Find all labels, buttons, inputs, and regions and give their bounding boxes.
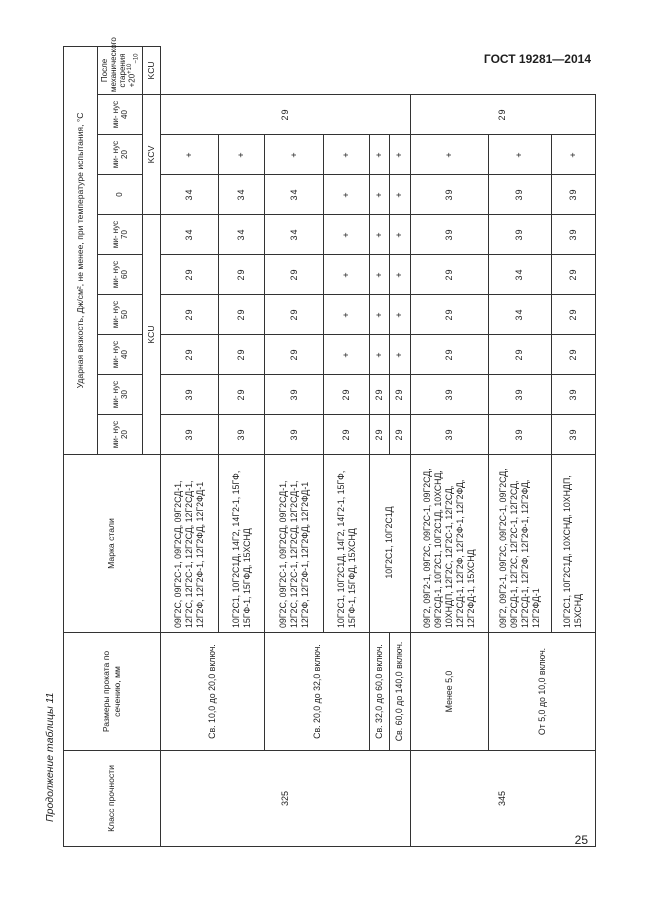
value-cell: + bbox=[323, 335, 369, 375]
value-cell: 39 bbox=[551, 415, 595, 455]
aging-cell: 29 bbox=[160, 95, 410, 135]
value-cell: + bbox=[370, 135, 390, 175]
steel-cell: 10Г2С1, 10Г2С1Д, 14Г2, 14Г2-1, 15ГФ, 15ГФ-1, 15ГФД, 15ХСНД bbox=[323, 455, 369, 633]
value-cell: + bbox=[390, 175, 410, 215]
value-cell: 34 bbox=[265, 215, 323, 255]
value-cell: 39 bbox=[489, 215, 551, 255]
value-cell: 39 bbox=[410, 375, 489, 415]
value-cell: + bbox=[323, 295, 369, 335]
value-cell: 29 bbox=[219, 335, 265, 375]
value-cell: + bbox=[390, 295, 410, 335]
value-cell: + bbox=[390, 255, 410, 295]
value-cell: 39 bbox=[551, 215, 595, 255]
header-after-aging: После механического старения $+20^{+10}_{-10}$ bbox=[98, 46, 142, 94]
steel-cell: 09Г2, 09Г2-1, 09Г2С, 09Г2С-1, 09Г2СД, 09Г2СД-1, 10Г2С1, 10Г2С1Д, 10ХСНД, 10ХНДП, 12Г2С, 12Г2С-1, 12Г2СД, 12Г2СД-1, 12Г2Ф, 12Г2Ф-1, 12Г2ФД, 12Г2ФД-1, 15ХСНД bbox=[410, 455, 489, 633]
value-cell: 29 bbox=[410, 255, 489, 295]
value-cell: 34 bbox=[489, 295, 551, 335]
header-temp-m50: ми- нус 50 bbox=[98, 295, 142, 335]
value-cell: 29 bbox=[551, 255, 595, 295]
value-cell: 39 bbox=[265, 375, 323, 415]
table-row bbox=[160, 46, 218, 846]
value-cell: + bbox=[390, 135, 410, 175]
header-size: Размеры проката по сечению, мм bbox=[64, 633, 161, 751]
value-cell: 39 bbox=[410, 415, 489, 455]
table-row bbox=[489, 46, 551, 846]
value-cell: 29 bbox=[323, 375, 369, 415]
size-cell: Св. 10,0 до 20,0 включ. bbox=[160, 633, 265, 751]
header-temp-zero: 0 bbox=[98, 175, 142, 215]
value-cell: 34 bbox=[265, 175, 323, 215]
header-kcu: KCU bbox=[142, 215, 160, 455]
aging-cell: 29 bbox=[410, 95, 595, 135]
header-kcv: KCV bbox=[142, 95, 160, 215]
value-cell: 29 bbox=[219, 295, 265, 335]
header-temp-v-m40: ми- нус 40 bbox=[98, 95, 142, 135]
value-cell: 29 bbox=[160, 255, 218, 295]
value-cell: + bbox=[370, 335, 390, 375]
value-cell: 39 bbox=[410, 175, 489, 215]
table-row bbox=[265, 46, 323, 846]
header-class: Класс прочности bbox=[64, 751, 161, 847]
class-cell: 325 bbox=[160, 751, 410, 847]
header-temp-v-m20: ми- нус 20 bbox=[98, 135, 142, 175]
size-cell: Св. 32,0 до 60,0 включ. bbox=[370, 633, 390, 751]
steel-cell: 09Г2С, 09Г2С-1, 09Г2СД, 09Г2СД-1, 12Г2С, 12Г2С-1, 12Г2СД, 12Г2СД-1, 12Г2Ф, 12Г2Ф-1, 12Г2ФД, 12Г2ФД-1 bbox=[265, 455, 323, 633]
value-cell: 29 bbox=[370, 375, 390, 415]
value-cell: 39 bbox=[489, 175, 551, 215]
value-cell: + bbox=[410, 135, 489, 175]
page-number: 25 bbox=[574, 833, 588, 847]
header-temp-m70: ми- нус 70 bbox=[98, 215, 142, 255]
header-after-kcu: KCU bbox=[142, 46, 160, 94]
value-cell: 29 bbox=[323, 415, 369, 455]
size-cell: Св. 20,0 до 32,0 включ. bbox=[265, 633, 370, 751]
value-cell: 29 bbox=[390, 415, 410, 455]
value-cell: 39 bbox=[410, 215, 489, 255]
header-temp-m20: ми- нус 20 bbox=[98, 415, 142, 455]
value-cell: 39 bbox=[265, 415, 323, 455]
value-cell: 39 bbox=[219, 415, 265, 455]
header-steel: Марка стали bbox=[64, 455, 161, 633]
value-cell: 29 bbox=[551, 295, 595, 335]
value-cell: 29 bbox=[219, 255, 265, 295]
value-cell: 29 bbox=[410, 295, 489, 335]
value-cell: 29 bbox=[160, 295, 218, 335]
value-cell: 34 bbox=[160, 175, 218, 215]
value-cell: 34 bbox=[489, 255, 551, 295]
value-cell: 29 bbox=[489, 335, 551, 375]
value-cell: + bbox=[323, 255, 369, 295]
table-row bbox=[410, 46, 489, 846]
value-cell: + bbox=[323, 135, 369, 175]
value-cell: 39 bbox=[551, 175, 595, 215]
value-cell: + bbox=[265, 135, 323, 175]
steel-cell: 10Г2С1, 10Г2С1Д, 14Г2, 14Г2-1, 15ГФ, 15ГФ-1, 15ГФД, 15ХСНД bbox=[219, 455, 265, 633]
value-cell: 39 bbox=[551, 375, 595, 415]
value-cell: 29 bbox=[370, 415, 390, 455]
value-cell: + bbox=[219, 135, 265, 175]
value-cell: 34 bbox=[219, 175, 265, 215]
value-cell: 29 bbox=[410, 335, 489, 375]
value-cell: 29 bbox=[551, 335, 595, 375]
value-cell: 39 bbox=[489, 375, 551, 415]
table-caption: Продолжение таблицы 11 bbox=[44, 692, 56, 822]
value-cell: + bbox=[370, 255, 390, 295]
value-cell: 39 bbox=[489, 415, 551, 455]
header-impact: Ударная вязкость, Дж/см², не менее, при температуре испытания, °С bbox=[64, 46, 98, 454]
steel-cell: 09Г2С, 09Г2С-1, 09Г2СД, 09Г2СД-1, 12Г2С, 12Г2С-1, 12Г2СД, 12Г2СД-1, 12Г2Ф, 12Г2Ф-1, 12Г2ФД, 12Г2ФД-1 bbox=[160, 455, 218, 633]
value-cell: + bbox=[489, 135, 551, 175]
value-cell: 39 bbox=[160, 375, 218, 415]
size-cell: Св. 60,0 до 140,0 включ. bbox=[390, 633, 410, 751]
value-cell: + bbox=[551, 135, 595, 175]
steel-cell: 09Г2, 09Г2-1, 09Г2С, 09Г2С-1, 09Г2СД, 09Г2СД-1, 12Г2С, 12Г2С-1, 12Г2СД, 12Г2СД-1, 12Г2Ф, 12Г2Ф-1, 12Г2ФД, 12Г2ФД-1 bbox=[489, 455, 551, 633]
value-cell: 29 bbox=[265, 335, 323, 375]
impact-toughness-table bbox=[63, 37, 596, 847]
size-cell: От 5,0 до 10,0 включ. bbox=[489, 633, 596, 751]
value-cell: 29 bbox=[219, 375, 265, 415]
value-cell: + bbox=[370, 175, 390, 215]
value-cell: 34 bbox=[219, 215, 265, 255]
steel-cell: 10Г2С1, 10Г2С1Д, 10ХСНД, 10ХНДП, 15ХСНД bbox=[551, 455, 595, 633]
table-row bbox=[390, 46, 410, 846]
value-cell: 29 bbox=[265, 255, 323, 295]
value-cell: + bbox=[390, 335, 410, 375]
value-cell: + bbox=[370, 215, 390, 255]
header-temp-m30: ми- нус 30 bbox=[98, 375, 142, 415]
value-cell: + bbox=[390, 215, 410, 255]
class-cell: 345 bbox=[410, 751, 595, 847]
value-cell: + bbox=[160, 135, 218, 175]
value-cell: + bbox=[370, 295, 390, 335]
steel-cell: 10Г2С1, 10Г2С1Д bbox=[370, 455, 410, 633]
value-cell: + bbox=[323, 175, 369, 215]
size-cell: Менее 5,0 bbox=[410, 633, 489, 751]
value-cell: 29 bbox=[390, 375, 410, 415]
value-cell: 29 bbox=[160, 335, 218, 375]
value-cell: 39 bbox=[160, 415, 218, 455]
header-temp-m60: ми- нус 60 bbox=[98, 255, 142, 295]
value-cell: 34 bbox=[160, 215, 218, 255]
header-temp-m40: ми- нус 40 bbox=[98, 335, 142, 375]
document-header: ГОСТ 19281—2014 bbox=[483, 52, 591, 66]
table-row bbox=[370, 46, 390, 846]
value-cell: 29 bbox=[265, 295, 323, 335]
value-cell: + bbox=[323, 215, 369, 255]
